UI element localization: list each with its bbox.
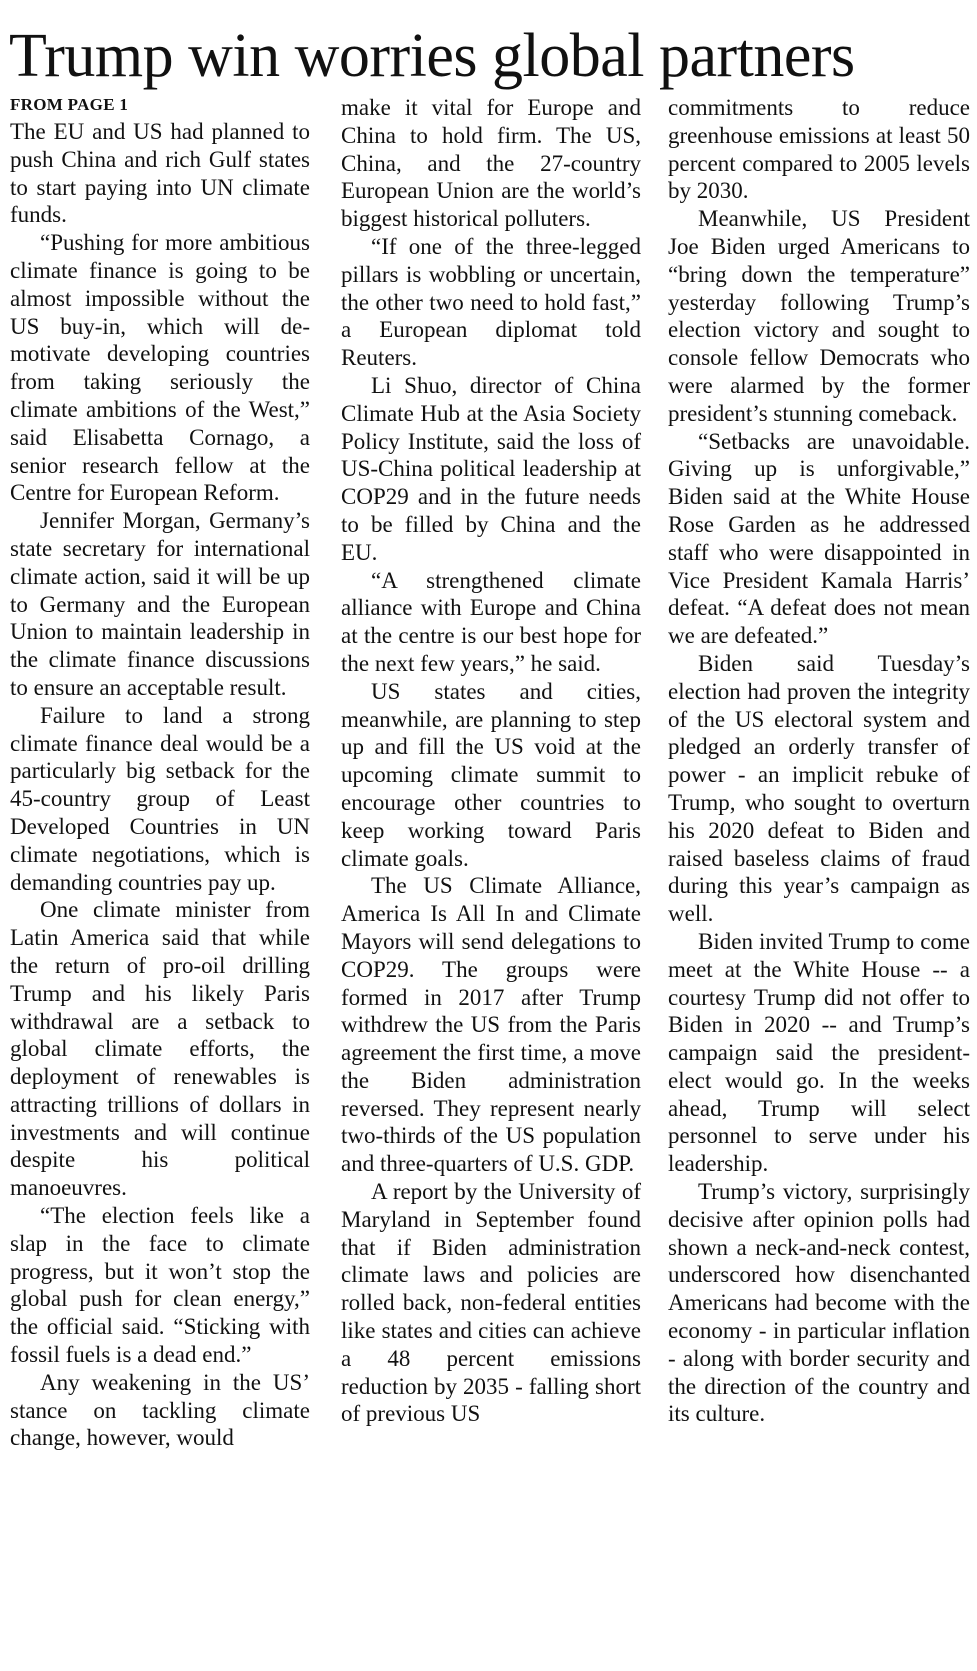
article-paragraph: US states and cities, meanwhile, are planning to step up and fill the US void at the upcoming climate summit to encourage other countries to keep working toward Paris climate goals. xyxy=(341,678,641,871)
article-paragraph: Trump’s victory, surprisingly decisive after opinion polls had shown a neck-and-neck contest, underscored how disenchanted Americans had become with the economy - in particular inflation - along with border security and the direction of the country and its culture. xyxy=(668,1179,970,1427)
article-column-3 xyxy=(668,94,970,1428)
article-paragraph: Jennifer Morgan, Germany’s state secretary for international climate action, said it will be up to Germany and the European Union to maintain leadership in the climate finance discussions to ensure an acceptable result. xyxy=(10,508,310,700)
article-paragraph: The US Climate Alliance, America Is All In and Climate Mayors will send delegations to COP29. The groups were formed in 2017 after Trump withdrew the US from the Paris agreement the first time, a move the Biden administration reversed. They represent nearly two-thirds of the US population and three-quarters of U.S. GDP. xyxy=(341,873,641,1177)
article-paragraph: A report by the University of Maryland in September found that if Biden administration climate laws and policies are rolled back, non-federal entities like states and cities can achieve a 48 percent emissions reduction by 2035 - falling short of previous US xyxy=(341,1179,641,1427)
article-paragraph: The EU and US had planned to push China and rich Gulf states to start paying into UN climate funds. xyxy=(10,119,310,228)
article-paragraph: Li Shuo, director of China Climate Hub at the Asia Society Policy Institute, said the loss of US-China political leadership at COP29 and in the future needs to be filled by China and the EU. xyxy=(341,372,641,565)
article-paragraph: “The election feels like a slap in the face to climate progress, but it won’t stop the global push for clean energy,” the official said. “Sticking with fossil fuels is a dead end.” xyxy=(10,1203,310,1368)
article-paragraph: Biden said Tuesday’s election had proven the integrity of the US electoral system and pledged an orderly transfer of power - an implicit rebuke of Trump, who sought to overturn his 2020 defeat to Biden and raised baseless claims of fraud during this year’s campaign as well. xyxy=(668,650,970,927)
article-paragraph: “If one of the three-legged pillars is wobbling or uncertain, the other two need to hold fast,” a European diplomat told Reuters. xyxy=(341,233,641,371)
article-paragraph: Any weakening in the US’ stance on tackling climate change, however, would xyxy=(10,1369,310,1451)
article-paragraph: commitments to reduce greenhouse emissions at least 50 percent compared to 2005 levels by 2030. xyxy=(668,95,970,204)
article-paragraph: Meanwhile, US President Joe Biden urged Americans to “bring down the temperature” yesterday following Trump’s election victory and sought to console fellow Democrats who were alarmed by the former president’s stunning comeback. xyxy=(668,206,970,426)
from-page-kicker: FROM PAGE 1 xyxy=(10,95,129,114)
article-paragraph: make it vital for Europe and China to hold firm. The US, China, and the 27-country European Union are the world’s biggest historical polluters. xyxy=(341,95,641,232)
headline: Trump win worries global partners xyxy=(9,22,855,90)
article-column-2 xyxy=(341,94,641,1428)
article-column-1 xyxy=(10,94,310,1452)
article-paragraph: Failure to land a strong climate finance deal would be a particularly big setback for the 45-country group of Least Developed Countries in UN climate negotiations, which is demanding countries pay up. xyxy=(10,702,310,895)
article-paragraph: “Setbacks are unavoidable. Giving up is unforgivable,” Biden said at the White House Rose Garden as he addressed staff who were disappointed in Vice President Kamala Harris’ defeat. “A defeat does not mean we are defeated.” xyxy=(668,428,970,649)
article-paragraph: One climate minister from Latin America said that while the return of pro-oil drilling Trump and his likely Paris withdrawal are a setback to global climate efforts, the deployment of renewables is attracting trillions of dollars in investments and will continue despite his political manoeuvres. xyxy=(10,897,310,1201)
article-paragraph: “Pushing for more ambitious climate finance is going to be almost impossible without the US buy-in, which will de-motivate developing countries from taking seriously the climate ambitions of the West,” said Elisabetta Cornago, a senior research fellow at the Centre for European Reform. xyxy=(10,230,310,506)
article-paragraph: “A strengthened climate alliance with Europe and China at the centre is our best hope for the next few years,” he said. xyxy=(341,567,641,676)
article-paragraph: Biden invited Trump to come meet at the White House -- a courtesy Trump did not offer to Biden in 2020 -- and Trump’s campaign said the president-elect would go. In the weeks ahead, Trump will select personnel to serve under his leadership. xyxy=(668,928,970,1177)
